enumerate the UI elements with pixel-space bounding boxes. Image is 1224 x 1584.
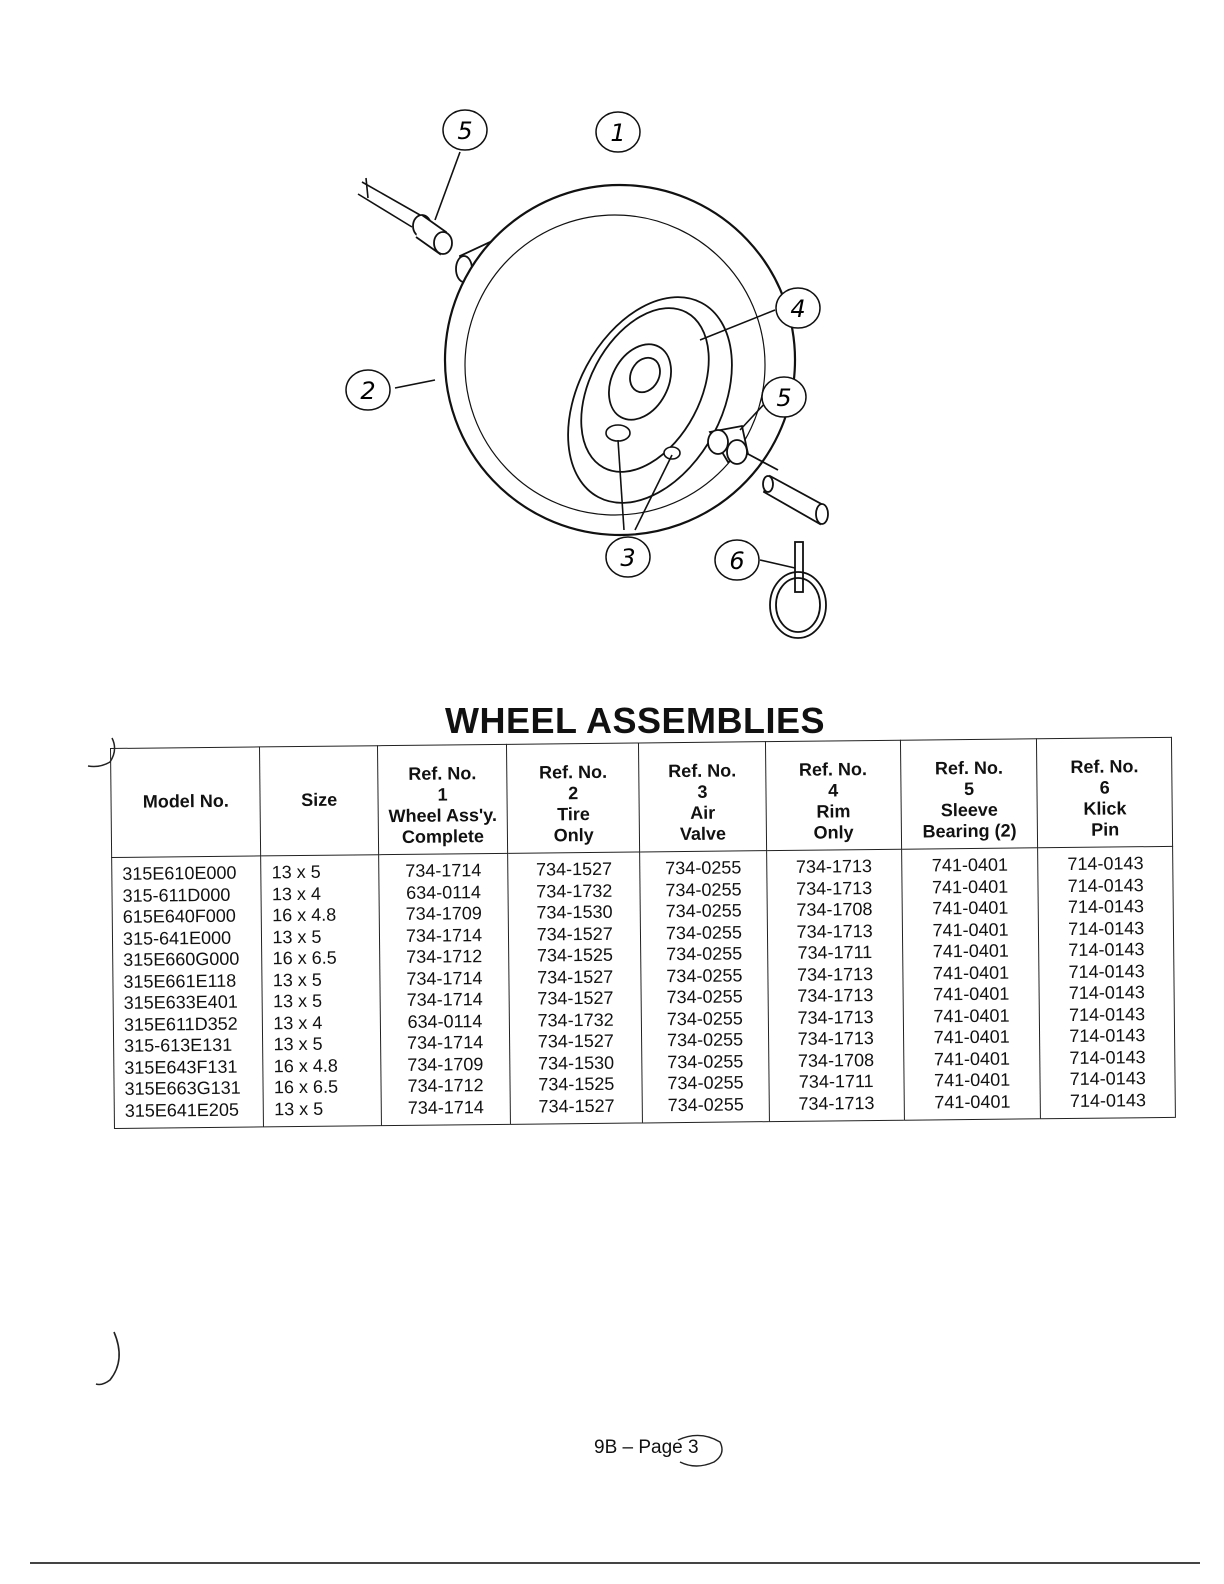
svg-text:5: 5 [776, 384, 792, 412]
header-line: 1 [437, 784, 448, 805]
table-cell: 734-0255 [665, 921, 743, 943]
table-cell: 315E663G131 [124, 1077, 241, 1099]
header-line: Klick [1083, 798, 1127, 819]
table-cell: 634-0114 [406, 881, 482, 903]
table-cell: 734-1713 [798, 1092, 875, 1114]
table-cell: 13 x 5 [272, 926, 322, 947]
svg-text:1: 1 [610, 119, 626, 147]
header-line: Sleeve [940, 799, 998, 821]
table-cell: 734-1527 [535, 858, 613, 880]
header-line: Ref. No. [538, 761, 608, 783]
header-line: Ref. No. [668, 760, 737, 782]
table-cell: 741-0401 [933, 983, 1010, 1005]
header-line: Complete [401, 826, 485, 847]
table-cell: 741-0401 [932, 897, 1009, 919]
table-cell: 714-0143 [1068, 917, 1145, 939]
bottom-rule [30, 1562, 1200, 1564]
table-cell: 315E611D352 [123, 1013, 238, 1035]
header-tire [507, 743, 640, 853]
header-sleeve-bearing [900, 739, 1038, 849]
header-line: 6 [1099, 777, 1110, 798]
table-cell: 734-0255 [667, 1093, 744, 1115]
column-wheel-assy [379, 853, 511, 1125]
table-cell: 734-1708 [796, 899, 873, 920]
table-cell: 734-1527 [537, 1030, 614, 1052]
header-line: Size [301, 789, 338, 810]
table-cell: 741-0401 [932, 940, 1009, 962]
table-cell: 734-1708 [797, 1049, 875, 1071]
column-klick-pin [1038, 846, 1175, 1118]
table-cell: 734-1530 [537, 1052, 615, 1074]
table-cell: 13 x 5 [274, 1098, 324, 1119]
table-cell: 734-1713 [797, 1006, 874, 1028]
table-cell: 734-0255 [666, 1007, 743, 1029]
table-cell: 13 x 4 [273, 1012, 323, 1033]
table-cell: 741-0401 [932, 919, 1009, 940]
header-line: Tire [557, 803, 590, 825]
table-cell: 714-0143 [1067, 896, 1145, 917]
table-cell: 315E641E205 [124, 1099, 240, 1121]
callout-3 [606, 537, 650, 577]
table-cell: 734-1714 [406, 1032, 484, 1053]
table-cell: 734-1527 [537, 966, 614, 988]
table-cell: 734-1712 [407, 1075, 484, 1096]
table-cell: 13 x 4 [271, 883, 322, 904]
table-cell: 741-0401 [933, 1026, 1010, 1048]
header-line: Ref. No. [934, 757, 1004, 779]
callout-6 [715, 540, 759, 580]
table-cell: 714-0143 [1068, 960, 1145, 982]
callout-1 [596, 112, 640, 152]
table-cell: 741-0401 [933, 1048, 1011, 1069]
table-cell: 714-0143 [1069, 1068, 1146, 1089]
table-cell: 315E643F131 [124, 1056, 238, 1078]
column-air-valve [640, 851, 769, 1123]
table-cell: 16 x 6.5 [272, 947, 337, 969]
table-cell: 734-1525 [538, 1073, 615, 1095]
header-model-no [111, 747, 262, 858]
table-cell: 315-613E131 [124, 1034, 233, 1056]
table-cell: 734-1711 [798, 1071, 874, 1092]
table-cell: 734-0255 [665, 900, 742, 922]
callout-4 [776, 288, 820, 328]
table-cell: 734-0255 [665, 878, 742, 900]
header-line: Valve [679, 823, 727, 845]
table-cell: 714-0143 [1068, 1003, 1146, 1025]
table-cell: 734-1713 [797, 1028, 874, 1049]
table-cell: 741-0401 [931, 876, 1009, 897]
table-cell: 741-0401 [932, 962, 1010, 983]
header-line: Ref. No. [798, 759, 868, 780]
header-line: Ref. No. [408, 763, 477, 784]
callout-5-right [762, 377, 806, 417]
column-tire [508, 852, 643, 1124]
column-model-no [112, 856, 264, 1129]
wheel-assembly-diagram [300, 90, 860, 650]
table-cell: 714-0143 [1069, 1046, 1146, 1068]
table-cell: 734-1714 [406, 989, 483, 1010]
table-cell: 13 x 5 [272, 990, 323, 1012]
table-cell: 16 x 6.5 [273, 1076, 339, 1098]
header-line: Rim [816, 801, 851, 822]
table-cell: 315E661E118 [123, 970, 237, 992]
page-number-circle [670, 1428, 730, 1470]
sleeve-bearing-left [413, 215, 452, 254]
table-cell: 734-1712 [406, 946, 483, 967]
table-cell: 13 x 5 [273, 1033, 323, 1055]
table-cell: 315E633E401 [123, 991, 238, 1013]
header-size [260, 746, 379, 856]
wheel-assemblies-table [110, 737, 1176, 1129]
table-cell: 734-1714 [405, 860, 482, 881]
header-klick-pin [1037, 737, 1173, 847]
table-cell: 714-0143 [1067, 853, 1144, 874]
header-line: Ref. No. [1070, 756, 1139, 777]
table-cell: 734-0255 [667, 1072, 744, 1094]
header-line: Wheel Ass'y. [388, 804, 498, 827]
table-cell: 315-641E000 [122, 927, 232, 949]
table-cell: 714-0143 [1068, 982, 1145, 1003]
svg-text:6: 6 [729, 547, 745, 575]
column-rim [766, 849, 904, 1121]
table-cell: 734-1525 [536, 944, 614, 966]
table-cell: 734-0255 [666, 943, 743, 965]
table-cell: 734-1713 [796, 963, 874, 985]
callout-5-top [443, 110, 487, 150]
header-line: Pin [1091, 819, 1120, 840]
table-cell: 734-1527 [536, 923, 613, 945]
page-title: WHEEL ASSEMBLIES [444, 700, 826, 741]
table-cell: 615E640F000 [122, 905, 236, 927]
table-cell: 16 x 4.8 [272, 904, 337, 926]
table-cell: 734-1732 [536, 880, 613, 902]
table-cell: 315E660G000 [123, 948, 240, 970]
header-line: Only [813, 822, 854, 843]
table-cell: 13 x 5 [271, 861, 321, 883]
header-line: 2 [568, 783, 579, 804]
header-rim [765, 740, 901, 850]
table-cell: 741-0401 [934, 1069, 1011, 1091]
column-size [261, 855, 381, 1127]
table-cell: 734-1713 [796, 877, 873, 899]
table-cell: 734-1530 [536, 901, 613, 923]
header-line: Only [553, 824, 594, 846]
table-cell: 13 x 5 [272, 969, 322, 990]
table-cell: 315-611D000 [122, 884, 231, 906]
table-cell: 734-0255 [667, 1050, 744, 1072]
table-cell: 734-0255 [665, 857, 742, 879]
header-line: Bearing (2) [922, 820, 1017, 842]
header-line: 5 [963, 778, 975, 800]
table-cell: 734-1713 [795, 856, 873, 877]
table-cell: 734-1527 [538, 1095, 615, 1117]
svg-text:3: 3 [620, 544, 636, 572]
svg-text:2: 2 [360, 377, 376, 405]
table-cell: 734-1527 [537, 987, 614, 1009]
table-cell: 714-0143 [1069, 1025, 1146, 1046]
table-cell: 734-0255 [666, 986, 743, 1008]
table-cell: 734-0255 [666, 1029, 744, 1051]
table-cell: 634-0114 [407, 1010, 483, 1032]
svg-text:4: 4 [790, 295, 806, 323]
header-wheel-assy [377, 744, 507, 854]
header-line: 4 [828, 780, 839, 801]
table-cell: 741-0401 [931, 854, 1009, 876]
table-cell: 734-1732 [537, 1009, 614, 1031]
table-header-row [111, 737, 1173, 857]
pin [763, 476, 828, 524]
table-cell: 734-1709 [407, 1053, 484, 1075]
table-cell: 734-1714 [405, 924, 483, 946]
table-cell: 734-1714 [406, 967, 483, 989]
edge-mark [92, 1330, 132, 1390]
table-cell: 741-0401 [933, 1005, 1010, 1026]
table-cell: 734-0255 [666, 964, 743, 986]
klick-pin [770, 542, 826, 638]
table-cell: 734-1713 [796, 920, 873, 942]
table-row [112, 846, 1176, 1128]
table-cell: 16 x 4.8 [273, 1055, 338, 1076]
table-cell: 315E610E000 [122, 862, 237, 884]
table-cell: 734-1709 [405, 903, 482, 924]
column-sleeve-bearing [901, 848, 1041, 1120]
header-line: Model No. [142, 790, 229, 812]
header-line: Air [690, 802, 716, 823]
svg-text:5: 5 [457, 117, 473, 145]
table-cell: 714-0143 [1067, 874, 1144, 896]
table-cell: 734-1713 [797, 985, 874, 1006]
header-air-valve [639, 742, 766, 852]
table-cell: 714-0143 [1068, 939, 1145, 960]
axle-shaft [358, 178, 420, 227]
table-cell: 734-1714 [407, 1096, 484, 1118]
table-cell: 714-0143 [1069, 1089, 1147, 1111]
header-line: 3 [697, 781, 708, 802]
page-number: 9B – Page 3 [594, 1437, 699, 1458]
table-cell: 741-0401 [934, 1091, 1011, 1112]
callout-2 [346, 370, 390, 410]
table-cell: 734-1711 [797, 942, 873, 963]
